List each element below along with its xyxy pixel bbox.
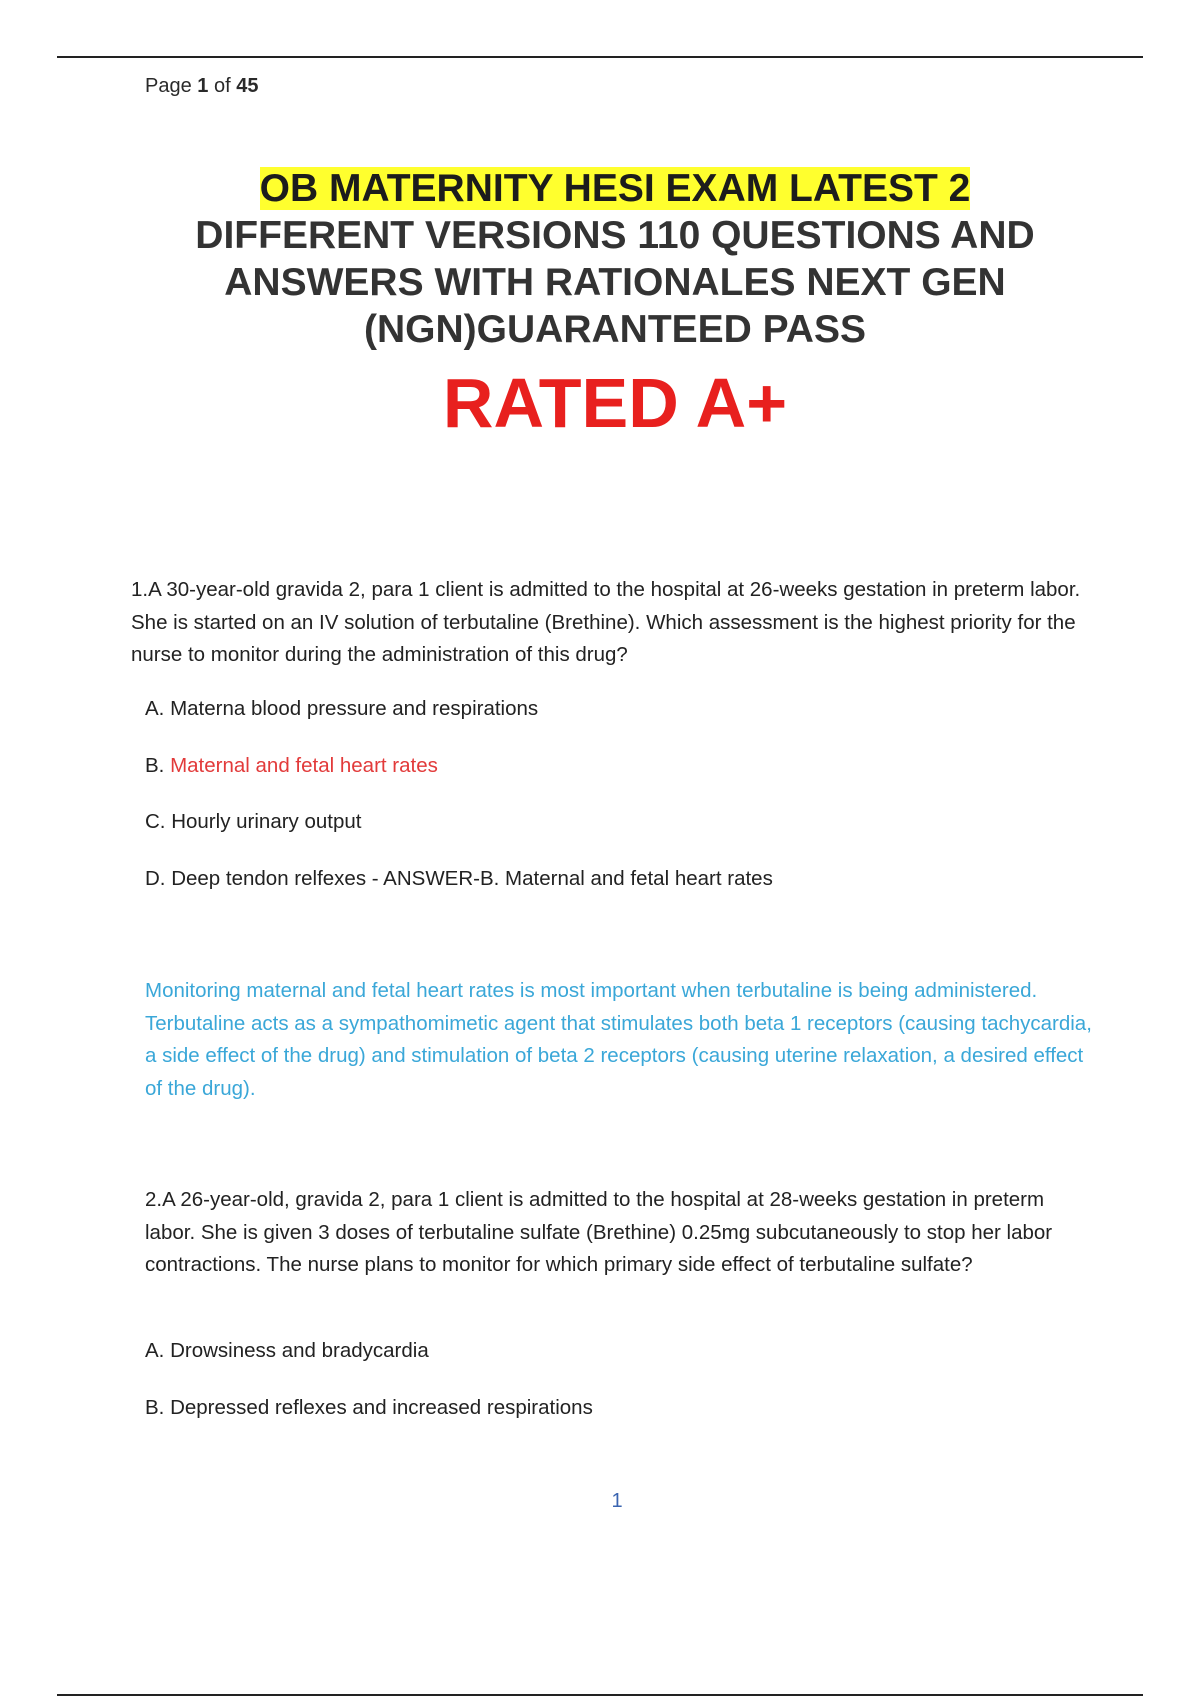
page-prefix: Page — [145, 75, 192, 97]
question-1-rationale: Monitoring maternal and fetal heart rates is most important when terbutaline is being administered. Terbutaline acts as a sympathomimetic agent that stimulates both beta 1 receptors (causing tachycardia, a side effect of the drug) and stimulation of beta 2 receptors (causing uterine relaxation, a desired effect of the drug). — [145, 979, 1092, 1100]
rating-badge: RATED A+ — [442, 364, 788, 442]
question-1-text: 1.A 30-year-old gravida 2, para 1 client is admitted to the hospital at 26-weeks gestation in preterm labor. She is started on an IV solution of terbutaline (Brethine). Which assessment is the highest priority for the nurse to monitor during the administration of this drug? — [131, 578, 1081, 666]
question-1-option-a — [145, 695, 538, 723]
option-text: Drowsiness and bradycardia — [170, 1339, 429, 1362]
option-letter: D. — [145, 867, 166, 890]
page-total: 45 — [236, 75, 259, 97]
option-text: Hourly urinary output — [171, 810, 362, 833]
option-letter: A. — [145, 697, 165, 720]
question-2-text: 2.A 26-year-old, gravida 2, para 1 client is admitted to the hospital at 28-weeks gestation in preterm labor. She is given 3 doses of terbutaline sulfate (Brethine) 0.25mg subcutaneously to stop her labor contractions. The nurse plans to monitor for which primary side effect of terbutaline sulfate? — [145, 1188, 1053, 1276]
question-2-option-a — [145, 1337, 429, 1365]
option-text: Deep tendon relfexes - ANSWER-B. Maternal and fetal heart rates — [171, 867, 773, 890]
option-letter: B. — [145, 754, 165, 777]
question-1-option-c — [145, 808, 362, 836]
option-text: Materna blood pressure and respirations — [170, 697, 539, 720]
footer-page-number: 1 — [611, 1490, 623, 1512]
bottom-rule — [57, 1694, 1143, 1696]
option-letter: C. — [145, 810, 166, 833]
question-1-option-d — [145, 865, 773, 893]
title-highlighted: OB MATERNITY HESI EXAM LATEST 2 — [259, 167, 971, 210]
page-indicator — [145, 75, 258, 98]
title-rest: DIFFERENT VERSIONS 110 QUESTIONS AND ANSWERS WITH RATIONALES NEXT GEN (NGN)GUARANTEED PASS — [195, 214, 1035, 351]
option-text: Depressed reflexes and increased respirations — [170, 1396, 593, 1419]
option-letter: B. — [145, 1396, 165, 1419]
page-current: 1 — [197, 75, 209, 97]
option-text-correct: Maternal and fetal heart rates — [170, 754, 438, 777]
top-rule — [57, 56, 1143, 58]
document-title — [110, 165, 1120, 353]
page-of: of — [213, 75, 231, 97]
question-1-option-b — [145, 752, 438, 780]
question-2-option-b — [145, 1394, 593, 1422]
option-letter: A. — [145, 1339, 165, 1362]
